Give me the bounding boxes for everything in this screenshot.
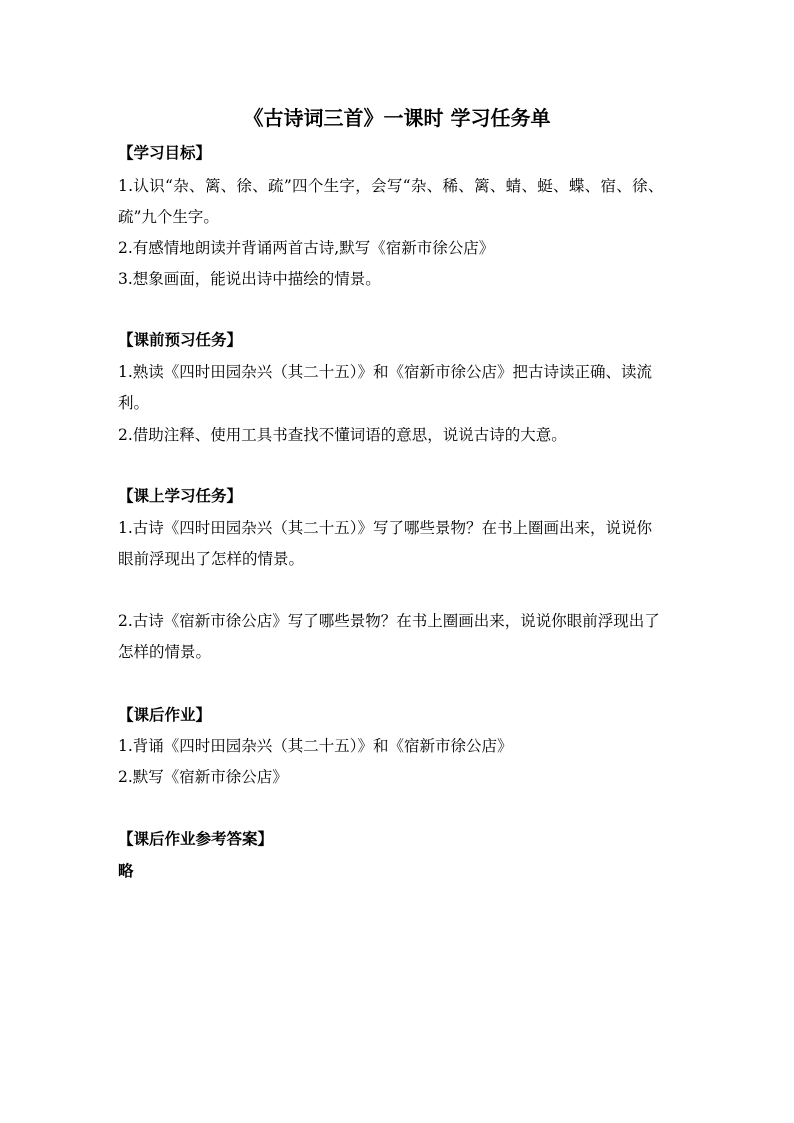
class-line-3: 2.古诗《宿新市徐公店》写了哪些景物？在书上圈画出来，说说你眼前浮现出了 [118,612,660,630]
answers-line-1: 略 [118,861,134,880]
class-line-1: 1.古诗《四时田园杂兴（其二十五）》写了哪些景物？在书上圈画出来，说说你 [118,519,653,537]
section-heading-class-tasks: 【课上学习任务】 [118,486,243,505]
class-line-2: 眼前浮现出了怎样的情景。 [118,550,305,568]
class-line-4: 怎样的情景。 [118,643,212,661]
homework-line-1: 1.背诵《四时田园杂兴（其二十五）》和《宿新市徐公店》 [118,737,513,755]
goals-line-3: 2.有感情地朗读并背诵两首古诗,默写《宿新市徐公店》 [118,239,495,257]
preview-line-1: 1.熟读《四时田园杂兴（其二十五）》和《宿新市徐公店》把古诗读正确、读流 [118,363,653,381]
goals-line-2: 疏”九个生字。 [118,208,219,226]
section-heading-preview-tasks: 【课前预习任务】 [118,330,243,349]
goals-line-1: 1.认识“杂、篱、徐、疏”四个生字，会写“杂、稀、篱、蜻、蜓、蝶、宿、徐、 [118,177,664,195]
section-heading-homework: 【课后作业】 [118,705,212,724]
preview-line-2: 利。 [118,394,150,412]
goals-line-4: 3.想象画面，能说出诗中描绘的情景。 [118,270,381,288]
section-heading-homework-answers: 【课后作业参考答案】 [118,829,274,848]
document-title: 《古诗词三首》一课时 学习任务单 [243,106,551,130]
section-heading-learning-goals: 【学习目标】 [118,143,212,162]
homework-line-2: 2.默写《宿新市徐公店》 [118,768,288,786]
preview-line-3: 2.借助注释、使用工具书查找不懂词语的意思，说说古诗的大意。 [118,426,567,444]
